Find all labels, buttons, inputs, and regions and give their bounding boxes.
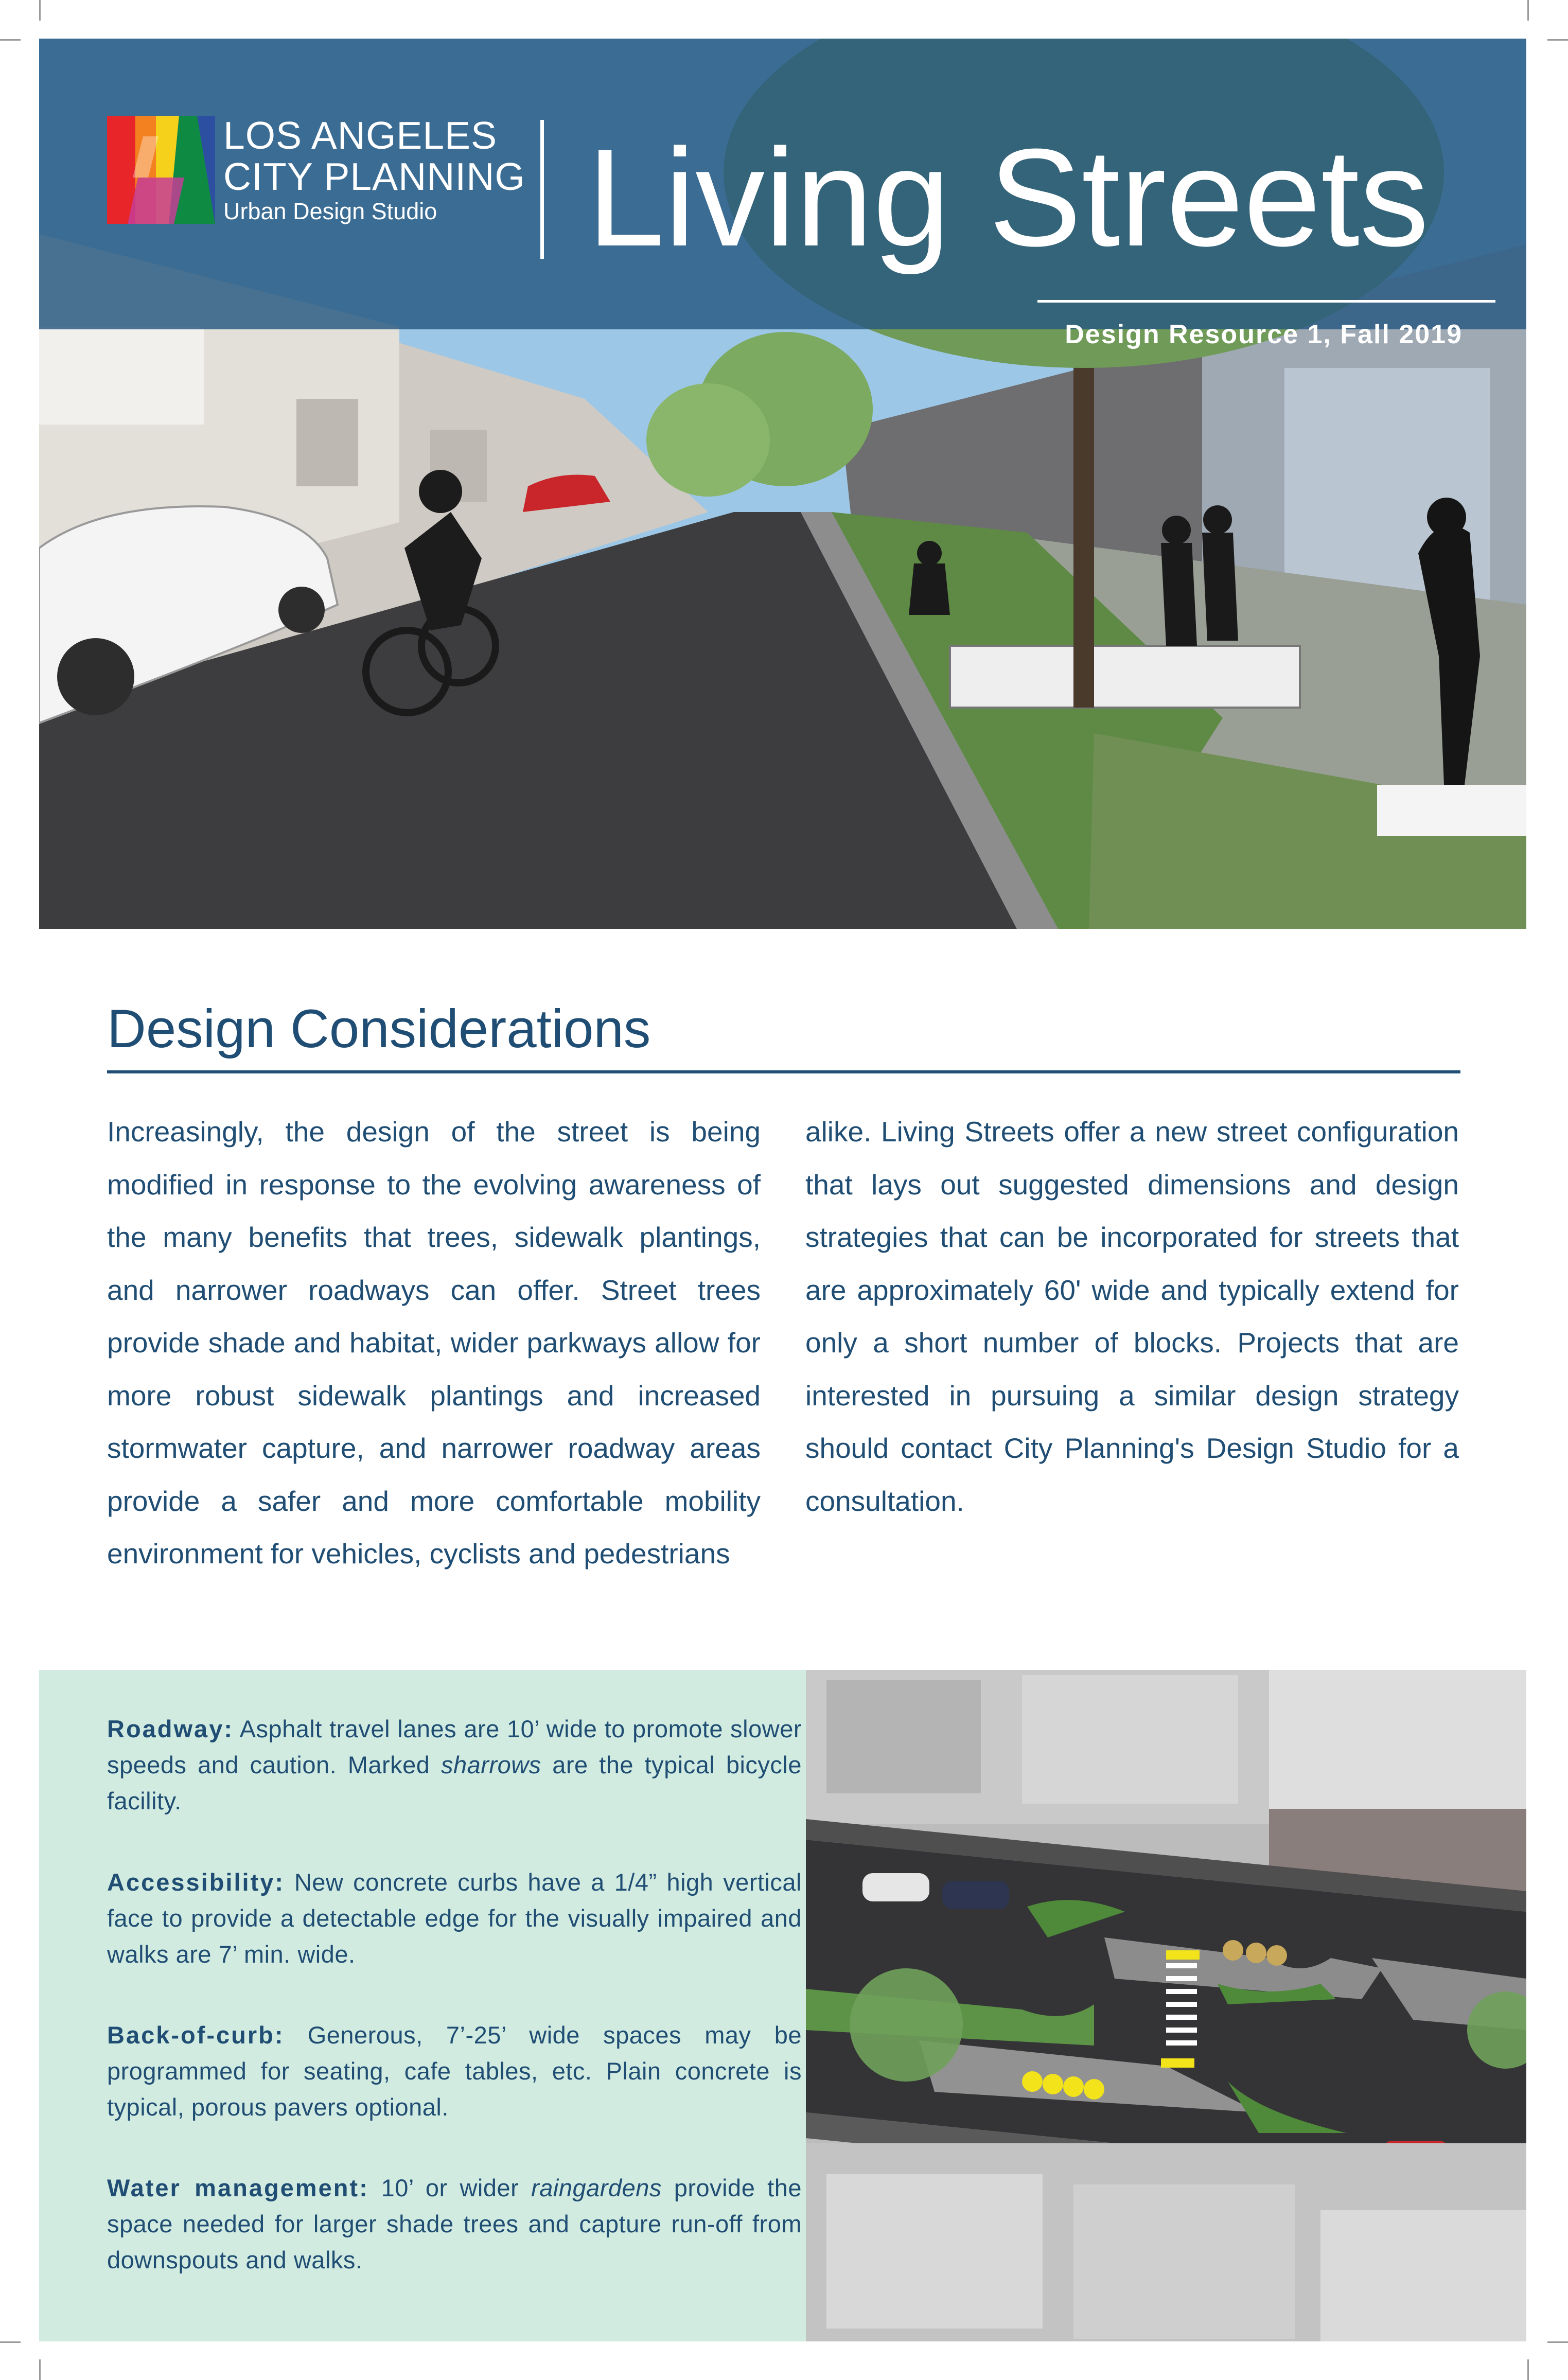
crop-mark	[0, 39, 21, 41]
org-name-line2: CITY PLANNING	[223, 155, 525, 198]
crop-mark	[1527, 0, 1529, 21]
note-label: Back-of-curb:	[107, 2021, 285, 2049]
design-notes-panel	[39, 1670, 806, 2341]
aerial-plan-illustration	[806, 1670, 1526, 2341]
note-label: Accessibility:	[107, 1868, 285, 1896]
note-text: New concrete curbs have a 1/4” high vertical face to provide a detectable edge for the visually impaired and walks are 7’ min. wide.	[107, 1868, 802, 1968]
note-text: 10’ or wider	[368, 2174, 532, 2201]
title-divider	[540, 120, 544, 259]
note-emphasis: sharrows	[441, 1751, 541, 1778]
body-column-right: alike. Living Streets offer a new street configuration that lays out suggested dimensions and design strategies that can be incorporated for streets that are approximately 60' wide and typically extend for only a short number of blocks. Projects that are interested in pursuing a similar design strategy should contact City Planning's Design Studio for a consultation.	[805, 1116, 1459, 1517]
body-column-left: Increasingly, the design of the street is being modified in response to the evolving awareness of the many benefits that trees, sidewalk plantings, and narrower roadways can offer. Street trees provide shade and habitat, wider parkways allow for more robust sidewalk plantings and increased stormwater capture, and narrower roadway areas provide a safer and more comfortable mobility environment for vehicles, cyclists and pedestrians	[107, 1116, 761, 1570]
note-emphasis: raingardens	[531, 2174, 662, 2201]
org-name-line1: LOS ANGELES	[223, 114, 498, 157]
crop-mark	[1547, 2341, 1568, 2343]
hero-street-rendering	[39, 39, 1526, 929]
section-heading: Design Considerations	[107, 993, 1460, 1073]
note-text: provide the space needed for larger shade trees and capture run-off from downspouts and walks.	[107, 2174, 802, 2273]
organization-name	[223, 115, 525, 226]
note-water-management	[107, 2170, 802, 2278]
page-title: Living Streets	[587, 120, 1429, 275]
note-accessibility	[107, 1864, 802, 1972]
crop-mark	[39, 2359, 41, 2380]
aerial-street-plan	[806, 1670, 1526, 2341]
org-studio-name: Urban Design Studio	[223, 198, 437, 224]
crop-mark	[0, 2341, 21, 2343]
note-label: Roadway:	[107, 1715, 234, 1742]
document-subtitle: Design Resource 1, Fall 2019	[1065, 320, 1463, 349]
header-banner	[39, 39, 1526, 349]
note-text: Asphalt travel lanes are 10’ wide to promote slower speeds and caution. Marked	[107, 1715, 802, 1778]
crop-mark	[1547, 39, 1568, 41]
crop-mark	[39, 0, 41, 21]
title-underline	[1037, 300, 1495, 303]
note-roadway	[107, 1711, 802, 1819]
note-label: Water management:	[107, 2174, 369, 2201]
note-text: are the typical bicycle facility.	[107, 1751, 802, 1814]
la-city-planning-logo-icon	[107, 116, 215, 224]
note-back-of-curb	[107, 2017, 802, 2125]
crop-mark	[1527, 2359, 1529, 2380]
note-text: Generous, 7’-25’ wide spaces may be programmed for seating, cafe tables, etc. Plain concrete is typical, porous pavers optional.	[107, 2021, 802, 2121]
